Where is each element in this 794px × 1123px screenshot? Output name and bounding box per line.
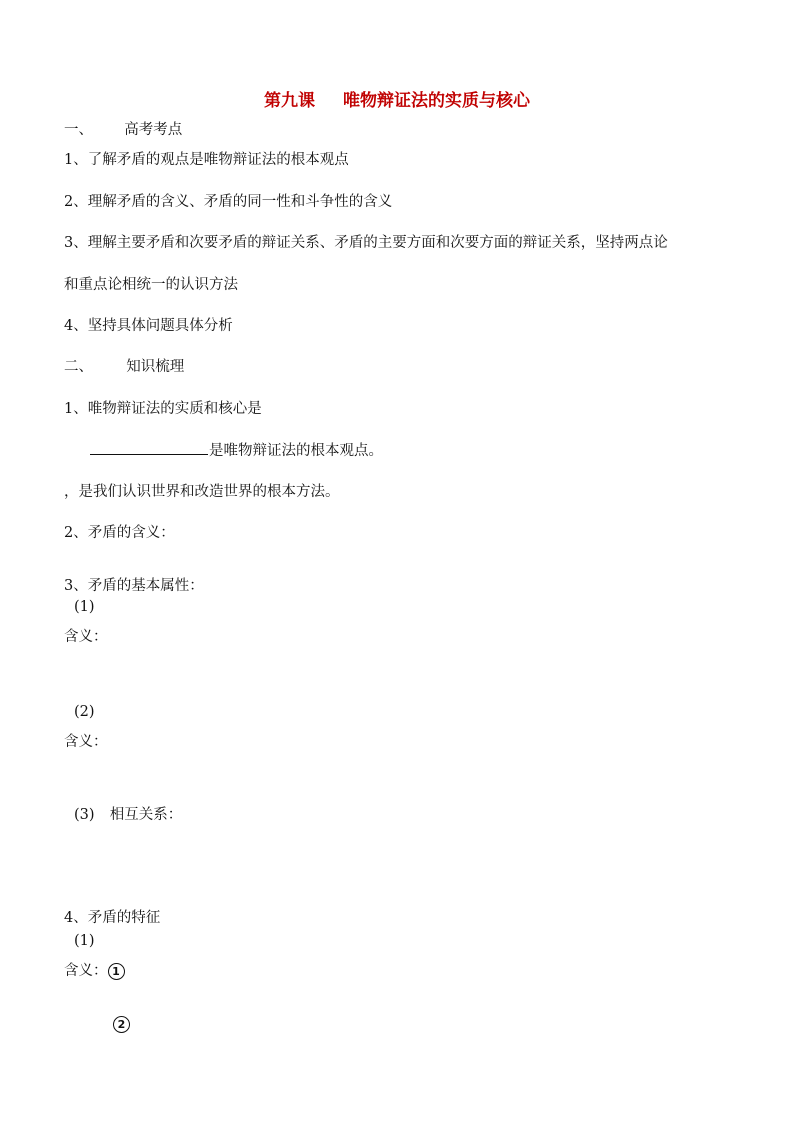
question-1: 1、唯物辩证法的实质和核心是 bbox=[64, 401, 262, 417]
q3-relation: 相互关系： bbox=[109, 807, 183, 823]
q4-meaning bbox=[64, 961, 125, 981]
lesson-number: 第九课 bbox=[264, 91, 315, 111]
question-1-fill bbox=[90, 440, 383, 461]
q3-part-2: (2) bbox=[74, 704, 95, 720]
section2-title: 知识梳理 bbox=[126, 359, 185, 375]
circled-number-1: 1 bbox=[108, 963, 125, 980]
question-4: 4、矛盾的特征 bbox=[64, 910, 161, 926]
question-1-fill-text: 是唯物辩证法的根本观点。 bbox=[209, 443, 383, 459]
q3-meaning-1: 含义： bbox=[64, 629, 108, 645]
section2-number: 二、 bbox=[64, 359, 93, 375]
exam-point-3: 3、理解主要矛盾和次要矛盾的辩证关系、矛盾的主要方面和次要方面的辩证关系，坚持两点论 bbox=[64, 235, 668, 251]
question-1-line2: ，是我们认识世界和改造世界的根本方法。 bbox=[64, 484, 340, 500]
section1-number: 一、 bbox=[64, 122, 93, 138]
exam-point-3-cont: 和重点论相统一的认识方法 bbox=[64, 277, 238, 293]
q3-meaning-2: 含义： bbox=[64, 734, 108, 750]
lesson-topic: 唯物辩证法的实质与核心 bbox=[343, 91, 530, 111]
exam-point-4: 4、坚持具体问题具体分析 bbox=[64, 318, 233, 334]
page-title bbox=[0, 86, 794, 111]
question-2: 2、矛盾的含义： bbox=[64, 525, 175, 541]
q4-meaning-label: 含义： bbox=[64, 963, 108, 979]
exam-point-2: 2、理解矛盾的含义、矛盾的同一性和斗争性的含义 bbox=[64, 194, 393, 210]
answer-blank[interactable] bbox=[90, 440, 208, 455]
question-3: 3、矛盾的基本属性： bbox=[64, 578, 204, 594]
q4-item-2 bbox=[113, 1014, 130, 1034]
section1-heading bbox=[64, 120, 182, 140]
section1-title: 高考考点 bbox=[124, 122, 183, 138]
section2-heading bbox=[64, 357, 184, 377]
q3-part-3 bbox=[74, 805, 182, 825]
q3-part-3-number: (3) bbox=[74, 807, 95, 823]
q4-part-1: (1) bbox=[74, 933, 95, 949]
q3-part-1: (1) bbox=[74, 599, 95, 615]
circled-number-2: 2 bbox=[113, 1016, 130, 1033]
exam-point-1: 1、了解矛盾的观点是唯物辩证法的根本观点 bbox=[64, 152, 349, 168]
